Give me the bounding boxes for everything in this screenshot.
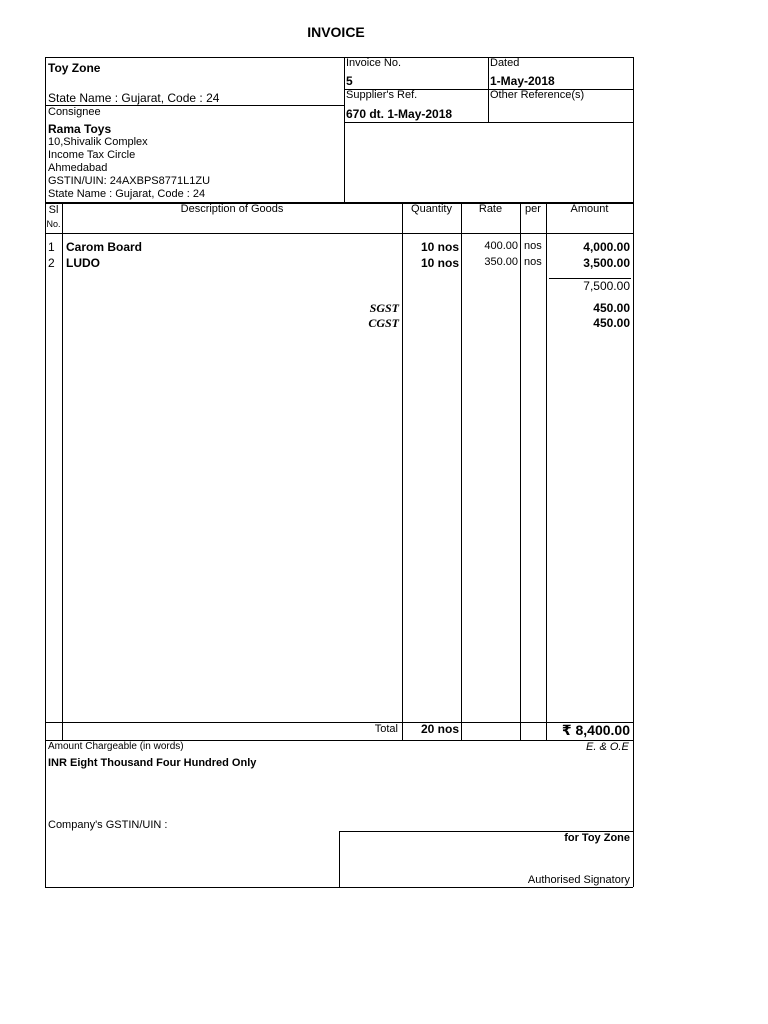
seller-state: State Name : Gujarat, Code : 24	[48, 91, 220, 105]
address-line: 10,Shivalik Complex	[48, 136, 148, 148]
consignee-address	[48, 136, 210, 201]
row-rate: 400.00	[484, 240, 518, 252]
header-description: Description of Goods	[180, 203, 284, 215]
eoe-note: E. & O.E	[586, 741, 629, 753]
row-quantity: 10 nos	[420, 240, 459, 254]
tax-sgst-amount: 450.00	[593, 301, 630, 315]
header-amount: Amount	[570, 203, 609, 215]
invoice-title: INVOICE	[307, 24, 365, 40]
row-per: nos	[524, 240, 542, 252]
total-amount: ₹ 8,400.00	[561, 722, 630, 738]
subtotal-amount: 7,500.00	[583, 279, 630, 293]
header-rate: Rate	[478, 203, 503, 215]
dated-label: Dated	[490, 57, 520, 69]
consignee-name: Rama Toys	[48, 122, 112, 136]
company-gstin-label: Company's GSTIN/UIN :	[48, 819, 168, 831]
other-ref-label: Other Reference(s)	[490, 89, 585, 101]
header-sl: Sl	[48, 204, 59, 216]
total-label: Total	[374, 723, 398, 735]
header-quantity: Quantity	[411, 203, 452, 215]
invoice-no: 5	[346, 74, 353, 88]
row-amount: 4,000.00	[583, 240, 630, 254]
row-per: nos	[524, 256, 542, 268]
authorised-signatory: Authorised Signatory	[527, 874, 630, 886]
header-sl-no: No.	[46, 219, 61, 229]
for-company: for Toy Zone	[564, 832, 630, 844]
consignee-label: Consignee	[48, 106, 101, 118]
row-quantity: 10 nos	[420, 256, 459, 270]
row-amount: 3,500.00	[583, 256, 630, 270]
amount-words-label: Amount Chargeable (in words)	[48, 741, 184, 752]
invoice-no-label: Invoice No.	[346, 57, 402, 69]
row-description: Carom Board	[66, 240, 143, 254]
total-quantity: 20 nos	[420, 722, 459, 736]
address-line: Income Tax Circle	[48, 149, 136, 161]
row-sl: 1	[48, 240, 55, 254]
address-line: Ahmedabad	[48, 162, 108, 174]
row-description: LUDO	[66, 256, 100, 270]
header-per: per	[525, 203, 541, 215]
supplier-ref: 670 dt. 1-May-2018	[346, 107, 453, 121]
row-sl: 2	[48, 256, 55, 270]
consignee-gstin: GSTIN/UIN: 24AXBPS8771L1ZU	[48, 175, 211, 187]
tax-sgst-label: SGST	[369, 301, 399, 315]
dated-value: 1-May-2018	[490, 74, 555, 88]
seller-name: Toy Zone	[48, 61, 101, 75]
supplier-ref-label: Supplier's Ref.	[346, 89, 418, 101]
amount-in-words: INR Eight Thousand Four Hundred Only	[48, 757, 257, 769]
tax-cgst-label: CGST	[368, 316, 399, 330]
tax-cgst-amount: 450.00	[593, 316, 630, 330]
row-rate: 350.00	[484, 256, 518, 268]
consignee-state: State Name : Gujarat, Code : 24	[48, 188, 206, 200]
